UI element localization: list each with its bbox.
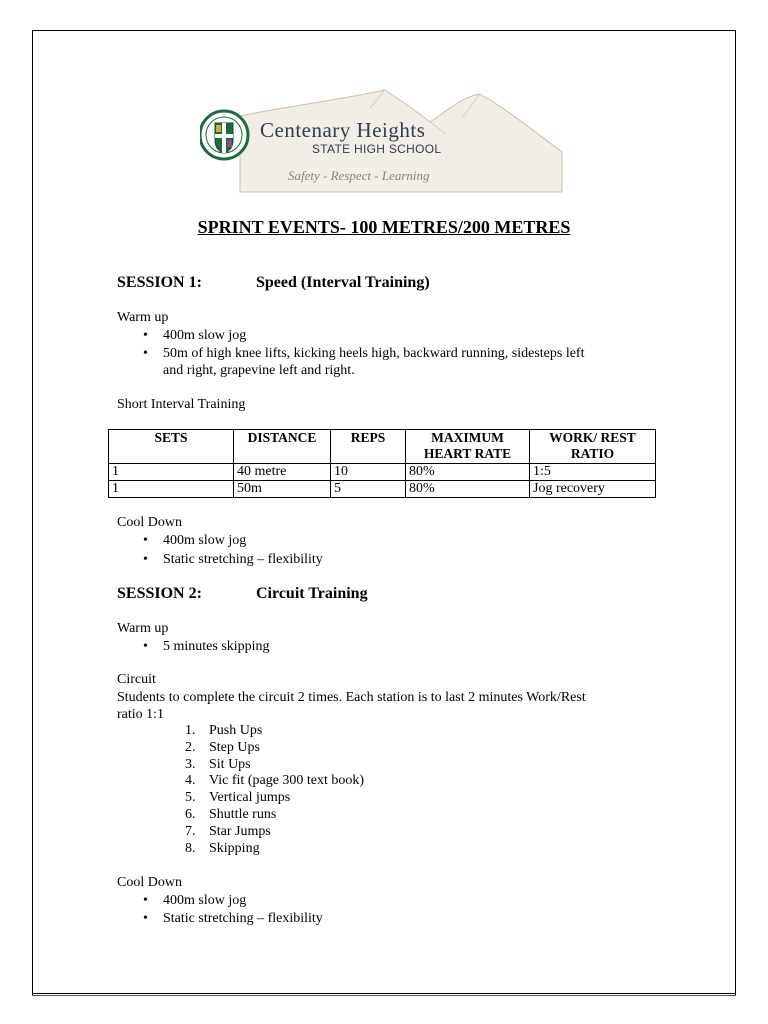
session-2-number: SESSION 2: <box>117 585 202 602</box>
list-item: • Static stretching – flexibility <box>163 910 323 927</box>
list-item: • 400m slow jog <box>163 327 246 344</box>
circuit-station <box>185 789 291 806</box>
list-item-continuation: and right, grapevine left and right. <box>163 363 355 378</box>
station-text: Shuttle runs <box>209 807 277 822</box>
column-header-reps: REPS <box>331 430 406 464</box>
station-text: Star Jumps <box>209 824 271 839</box>
circuit-station <box>185 739 260 756</box>
table-cell: Jog recovery <box>530 481 656 498</box>
list-item: • 5 minutes skipping <box>163 638 270 655</box>
school-name: Centenary Heights <box>260 118 426 142</box>
table-cell: 50m <box>234 481 331 498</box>
circuit-station <box>185 772 365 789</box>
table-cell: 1 <box>109 481 234 498</box>
header-line: HEART RATE <box>423 446 512 461</box>
list-item: • 400m slow jog <box>163 532 246 549</box>
table-cell: 80% <box>406 464 530 481</box>
station-number: 6. <box>185 807 196 822</box>
column-header-distance: DISTANCE <box>234 430 331 464</box>
station-text: Vertical jumps <box>209 790 291 805</box>
session-2-warmup-label: Warm up <box>117 621 169 636</box>
table-cell: 10 <box>331 464 406 481</box>
circuit-station <box>185 823 271 840</box>
table-header-row <box>109 430 656 464</box>
session-2-heading <box>117 585 368 603</box>
table-row <box>109 481 656 498</box>
circuit-station <box>185 756 251 773</box>
station-number: 4. <box>185 773 196 788</box>
circuit-station <box>185 722 263 739</box>
session-2-cooldown-label: Cool Down <box>117 875 182 890</box>
footer-rule <box>32 993 736 996</box>
header-line: MAXIMUM <box>431 430 504 445</box>
interval-training-table <box>108 429 656 498</box>
station-number: 5. <box>185 790 196 805</box>
station-number: 2. <box>185 740 196 755</box>
session-1-warmup-label: Warm up <box>117 310 169 325</box>
circuit-description: Students to complete the circuit 2 times. Each station is to last 2 minutes Work/Rest <box>117 690 586 705</box>
station-number: 3. <box>185 757 196 772</box>
session-2-name: Circuit Training <box>256 585 368 602</box>
interval-training-label: Short Interval Training <box>117 397 246 412</box>
header-line: WORK/ REST <box>549 430 636 445</box>
table-cell: 40 metre <box>234 464 331 481</box>
session-1-heading <box>117 274 430 292</box>
list-item: • Static stretching – flexibility <box>163 551 323 568</box>
table-cell: 5 <box>331 481 406 498</box>
list-item: • 400m slow jog <box>163 892 246 909</box>
table-cell: 1 <box>109 464 234 481</box>
station-number: 8. <box>185 841 196 856</box>
session-1-cooldown-label: Cool Down <box>117 515 182 530</box>
station-number: 7. <box>185 824 196 839</box>
circuit-label: Circuit <box>117 672 156 687</box>
list-item: • 50m of high knee lifts, kicking heels high, backward running, sidesteps left <box>163 345 584 362</box>
station-text: Sit Ups <box>209 757 251 772</box>
column-header-max-heart-rate <box>406 430 530 464</box>
table-row <box>109 464 656 481</box>
circuit-description-continuation: ratio 1:1 <box>117 707 165 722</box>
station-text: Skipping <box>209 841 260 856</box>
station-text: Vic fit (page 300 text book) <box>209 773 365 788</box>
table-cell: 1:5 <box>530 464 656 481</box>
station-text: Step Ups <box>209 740 260 755</box>
school-motto: Safety - Respect - Learning <box>288 168 430 183</box>
station-number: 1. <box>185 723 196 738</box>
session-1-name: Speed (Interval Training) <box>256 274 430 291</box>
circuit-station <box>185 806 277 823</box>
school-subtitle: STATE HIGH SCHOOL <box>312 142 442 156</box>
station-text: Push Ups <box>209 723 263 738</box>
session-1-number: SESSION 1: <box>117 274 202 291</box>
column-header-sets: SETS <box>109 430 234 464</box>
page-title: SPRINT EVENTS- 100 METRES/200 METRES <box>197 217 571 237</box>
circuit-station <box>185 840 260 857</box>
column-header-work-rest-ratio <box>530 430 656 464</box>
table-cell: 80% <box>406 481 530 498</box>
header-line: RATIO <box>570 446 615 461</box>
school-logo <box>200 88 568 198</box>
